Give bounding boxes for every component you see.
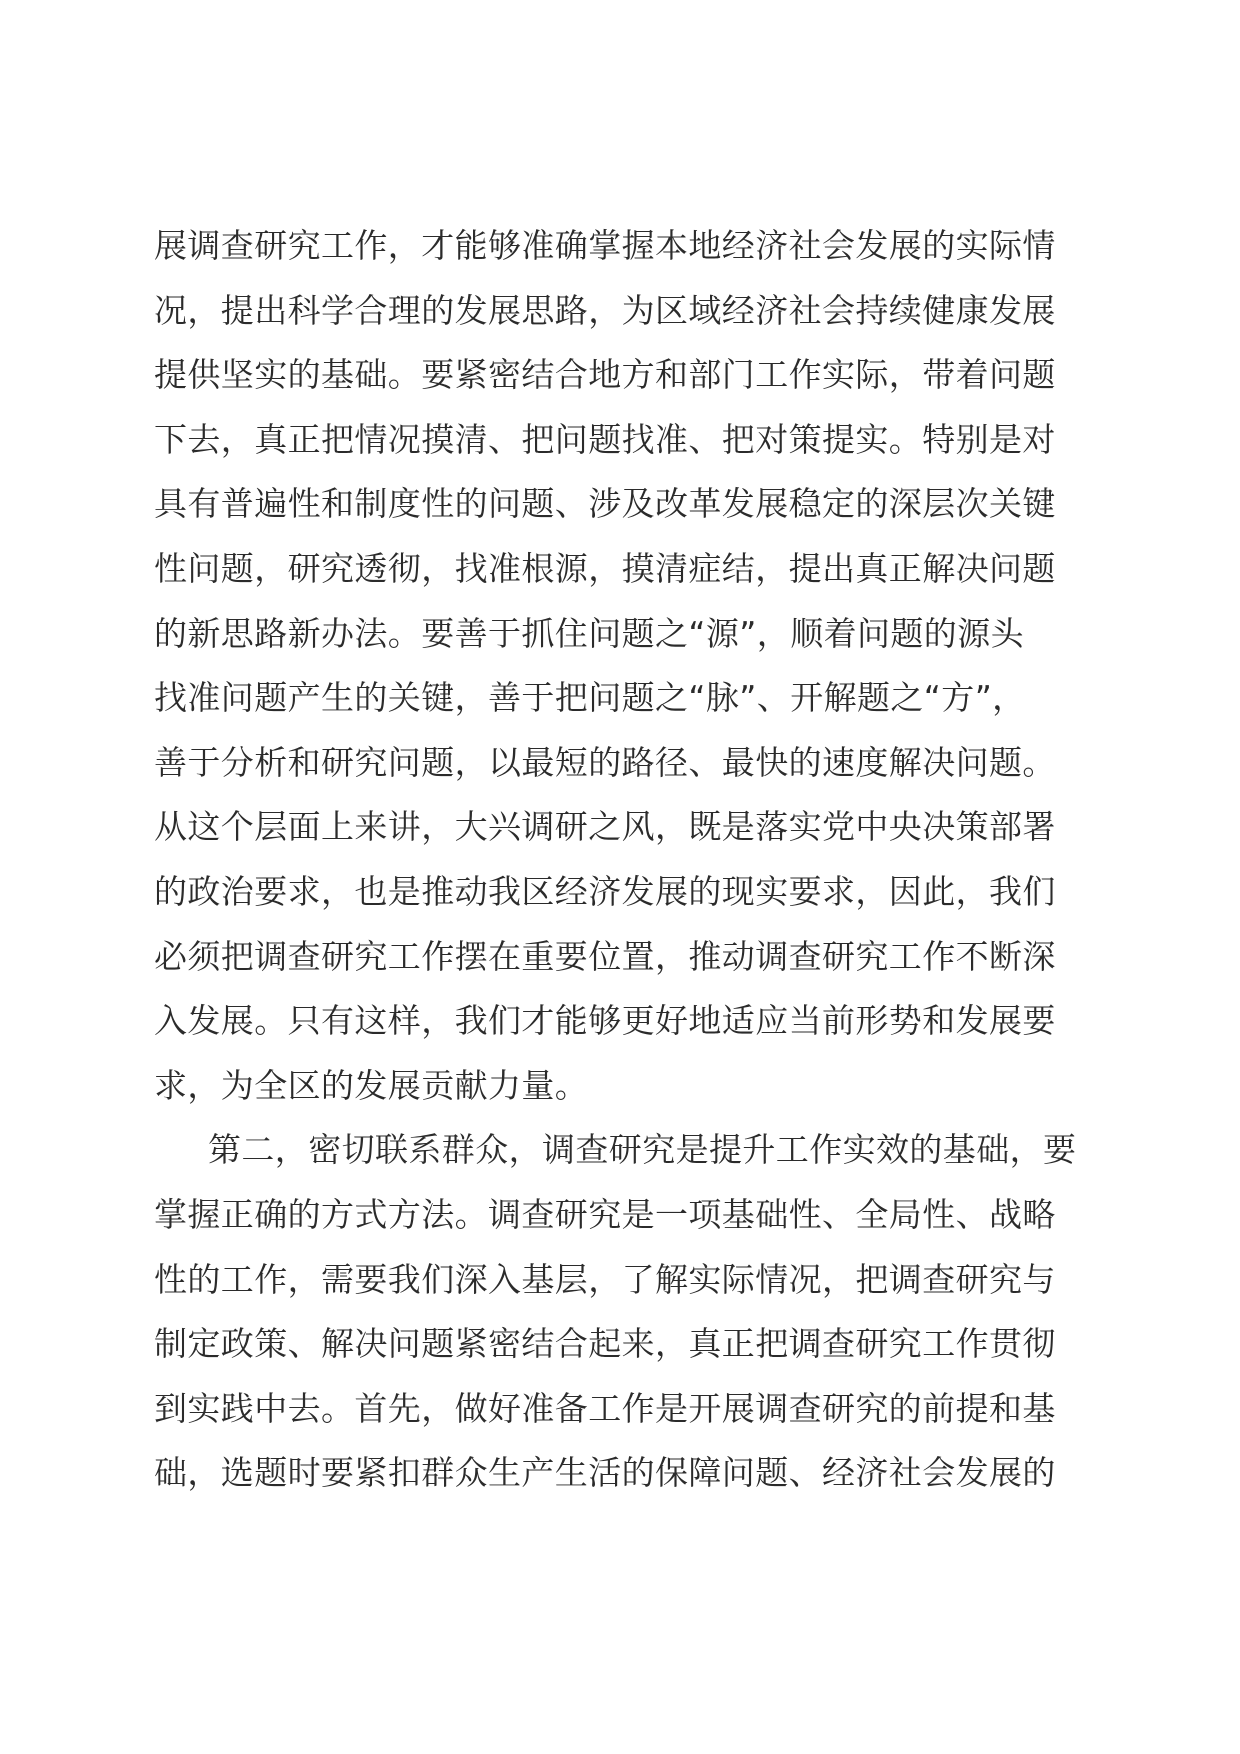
text-line: 必须把调查研究工作摆在重要位置，推动调查研究工作不断深 [154,936,1056,976]
text-line: 下去，真正把情况摸清、把问题找准、把对策提实。特别是对 [154,419,1056,459]
text-line: 入发展。只有这样，我们才能够更好地适应当前形势和发展要 [154,1001,1056,1041]
text-line: 础，选题时要紧扣群众生产生活的保障问题、经济社会发展的 [154,1453,1056,1493]
body-text [154,214,1094,1506]
text-line: 制定政策、解决问题紧密结合起来，真正把调查研究工作贯彻 [154,1324,1056,1364]
text-line: 求，为全区的发展贡献力量。 [154,1065,589,1105]
text-line: 展调查研究工作，才能够准确掌握本地经济社会发展的实际情 [154,226,1056,265]
text-line: 掌握正确的方式方法。调查研究是一项基础性、全局性、战略 [154,1194,1056,1234]
paragraph-start-line: 第二，密切联系群众，调查研究是提升工作实效的基础，要 [208,1130,1077,1170]
text-line: 到实践中去。首先，做好准备工作是开展调查研究的前提和基 [154,1388,1056,1428]
text-line: 提供坚实的基础。要紧密结合地方和部门工作实际，带着问题 [154,355,1056,395]
text-line: 性的工作，需要我们深入基层，了解实际情况，把调查研究与 [154,1259,1056,1299]
text-line: 善于分析和研究问题，以最短的路径、最快的速度解决问题。 [154,742,1056,782]
text-line: 况，提出科学合理的发展思路，为区域经济社会持续健康发展 [154,290,1056,330]
text-line: 的新思路新办法。要善于抓住问题之“源”，顺着问题的源头 [154,613,1024,653]
text-line: 具有普遍性和制度性的问题、涉及改革发展稳定的深层次关键 [154,484,1056,524]
text-line: 的政治要求，也是推动我区经济发展的现实要求，因此，我们 [154,871,1056,911]
text-line: 性问题，研究透彻，找准根源，摸清症结，提出真正解决问题 [154,548,1056,588]
text-line: 找准问题产生的关键，善于把问题之“脉”、开解题之“方”， [154,678,1026,718]
text-line: 从这个层面上来讲，大兴调研之风，既是落实党中央决策部署 [154,807,1056,847]
